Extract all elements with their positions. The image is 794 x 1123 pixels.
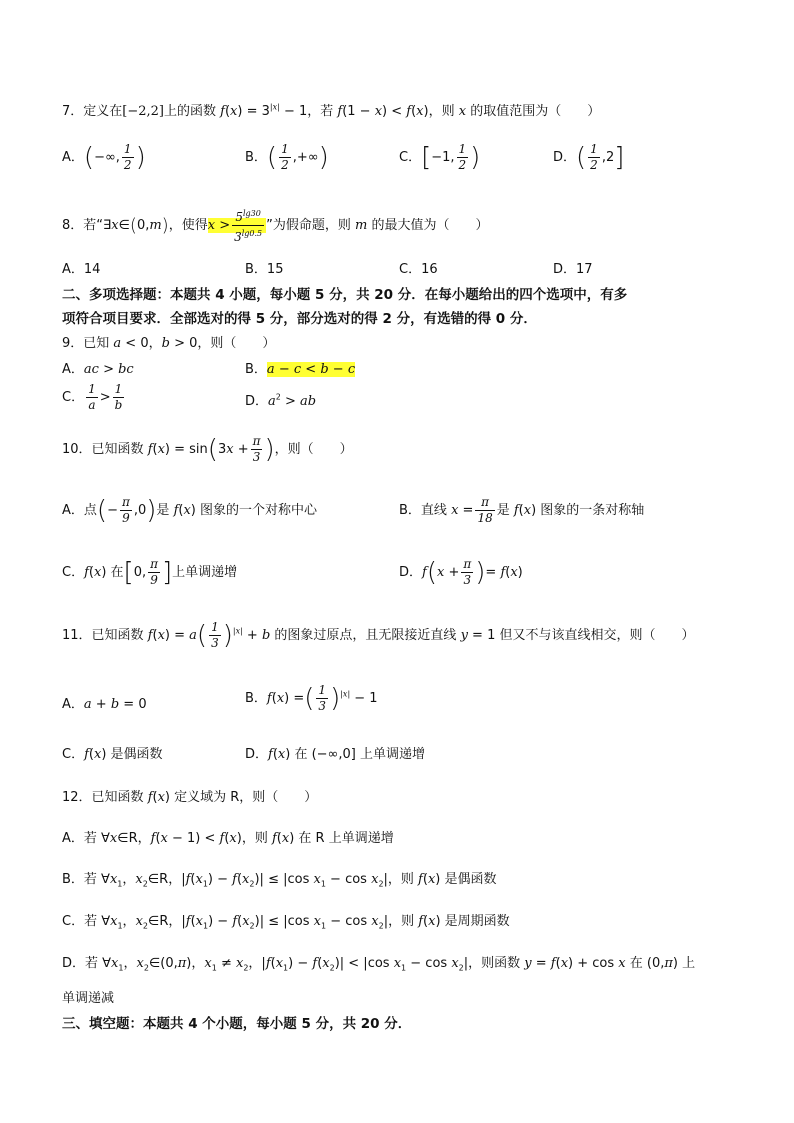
section-3-heading: 三、填空题：本题共 4 个小题，每小题 5 分，共 20 分． bbox=[62, 1016, 412, 1032]
q8-option-b[interactable]: B．15 bbox=[245, 262, 284, 277]
q9-option-b[interactable]: B．a − c < b − c bbox=[245, 362, 356, 377]
q12-option-c[interactable]: C．若 $\forall x_1$，$x_2\in R$，$|f(x_1) - f(x_2)| \le |\cos$ $x_1 - \cos x_2|$，则 f(x) 是周期函数 bbox=[62, 914, 510, 931]
section-2-heading-line1: 二、多项选择题：本题共 4 小题，每小题 5 分，共 20 分．在每小题给出的四个选项中，有多 bbox=[62, 287, 628, 303]
question-7: 7．定义在[−2,2]上的函数 $f(x) = 3^{|x|} - 1$，若 f(1 − x) < f(x)，则 x 的取值范围为（ ） bbox=[62, 102, 601, 119]
question-10: 10．已知函数 f(x) = sin(3x + $\frac{\pi}{3}$ )，则（ ） bbox=[62, 434, 353, 465]
q10-option-a[interactable]: A．点(− $\frac{\pi}{9}$ ,0)是 f(x) 图象的一个对称中心 bbox=[62, 495, 318, 526]
q9-option-a[interactable]: A．ac > bc bbox=[62, 362, 134, 377]
q8-option-c[interactable]: C．16 bbox=[399, 262, 438, 277]
question-11: 11．已知函数 f(x) = a( $\frac{1}{3}$ )$^{|x|}$ + b 的图象过原点，且无限接近直线 y = 1 但又不与该直线相交，则（ ） bbox=[62, 620, 695, 651]
q7-option-b[interactable]: B．( $\frac{1}{2}$ ,+∞) bbox=[245, 142, 329, 173]
q10-option-d[interactable]: D．f(x + $\frac{\pi}{3}$ )= f(x) bbox=[399, 557, 523, 588]
q11-option-c[interactable]: C．f(x) 是偶函数 bbox=[62, 747, 163, 762]
q7-option-d[interactable]: D．( $\frac{1}{2}$ ,2] bbox=[553, 142, 625, 173]
q7-option-a[interactable]: A．(−∞, $\frac{1}{2}$ ) bbox=[62, 142, 146, 173]
q10-option-b[interactable]: B．直线 x = $\frac{\pi}{18}$ 是 f(x) 图象的一条对称轴 bbox=[399, 495, 645, 525]
q9-option-d[interactable]: D．$a^2$ > ab bbox=[245, 392, 317, 409]
q10-option-c[interactable]: C．f(x) 在[0, $\frac{\pi}{9}$ ]上单调递增 bbox=[62, 557, 238, 588]
q12-option-a[interactable]: A．若 ∀x∈R，f(x − 1) < f(x)，则 f(x) 在 R 上单调递增 bbox=[62, 831, 394, 846]
q11-option-b[interactable]: B．f(x) =( $\frac{1}{3}$ )$^{|x|}$ − 1 bbox=[245, 683, 378, 714]
question-8: 8．若“∃x∈(0,m)，使得x > $\frac{5^{lg30}}{3^{lg0.5}}$ ”为假命题，则 m 的最大值为（ ） bbox=[62, 206, 488, 245]
q7-option-c[interactable]: C．[−1, $\frac{1}{2}$ ) bbox=[399, 142, 481, 173]
q11-option-a[interactable]: A．a + b = 0 bbox=[62, 697, 147, 712]
q9-option-c[interactable]: C． $\frac{1}{a}$ > $\frac{1}{b}$ bbox=[62, 382, 123, 412]
q12-option-d-line1[interactable]: D．若 $\forall x_1$，$x_2\in(0,\pi)$，$x_1 \ne x_2$，$|f(x_1) - f(x_2)| < |\cos$ $x_1 - \cos x_2|$，则函数 y = f(x) + cos x 在 (0,π) 上 bbox=[62, 956, 696, 973]
question-12: 12．已知函数 f(x) 定义域为 R，则（ ） bbox=[62, 790, 318, 805]
q11-option-d[interactable]: D．f(x) 在 (−∞,0] 上单调递增 bbox=[245, 747, 425, 762]
q8-option-a[interactable]: A．14 bbox=[62, 262, 101, 277]
q12-option-d-line2: 单调递减 bbox=[62, 991, 115, 1006]
section-2-heading-line2: 项符合项目要求．全部选对的得 5 分，部分选对的得 2 分，有选错的得 0 分． bbox=[62, 311, 537, 327]
q12-option-b[interactable]: B．若 $\forall x_1$，$x_2\in R$，$|f(x_1) - f(x_2)| \le |\cos$ $x_1 - \cos x_2|$，则 f(x) 是偶函数 bbox=[62, 872, 497, 889]
question-9: 9．已知 a < 0，b > 0，则（ ） bbox=[62, 336, 276, 351]
q8-option-d[interactable]: D．17 bbox=[553, 262, 593, 277]
